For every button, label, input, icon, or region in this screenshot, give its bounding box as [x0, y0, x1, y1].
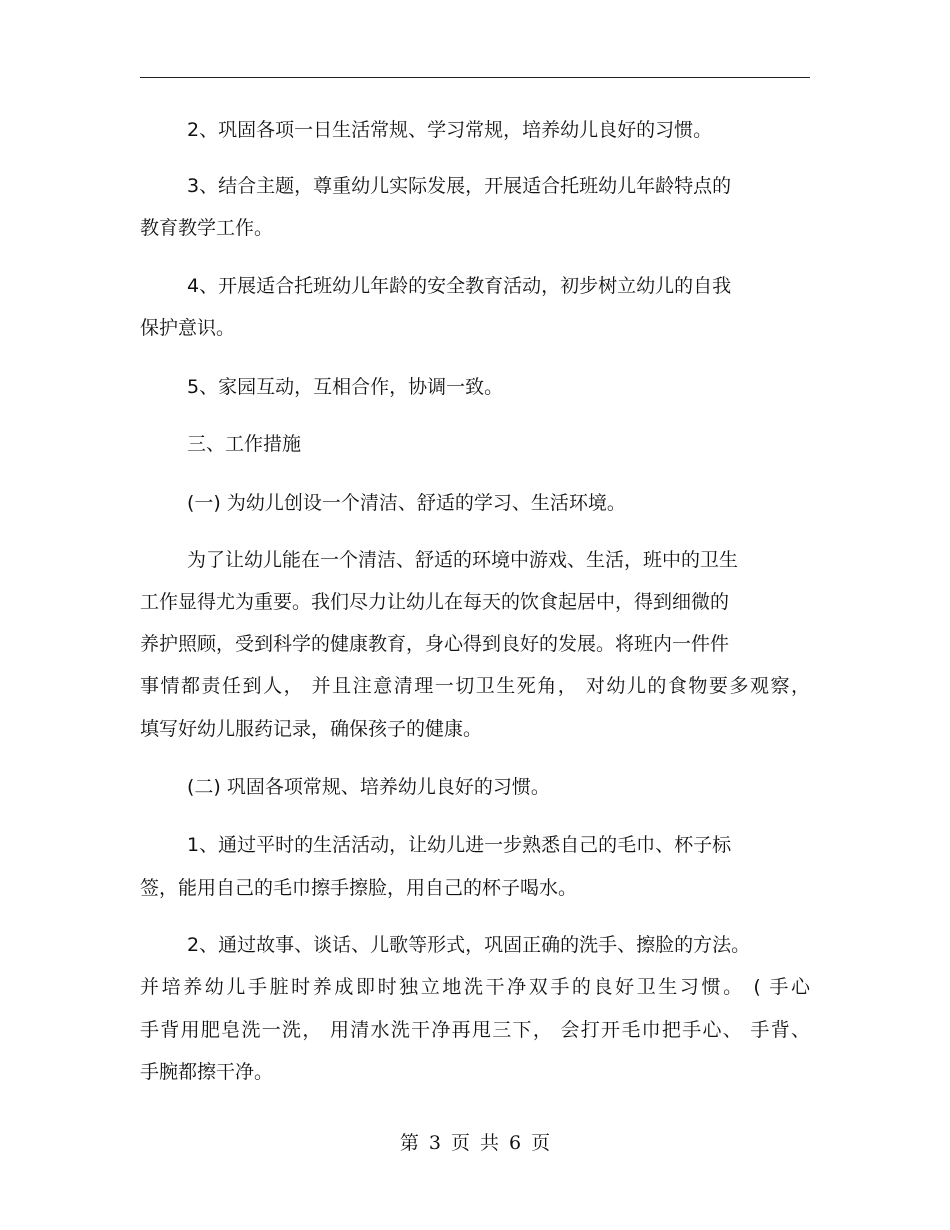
header-rule	[140, 77, 810, 78]
text-line: 为了让幼儿能在一个清洁、舒适的环境中游戏、生活，班中的卫生	[187, 549, 739, 571]
text-line: 手背用肥皂洗一洗， 用清水洗干净再甩三下， 会打开毛巾把手心、 手背、	[140, 1019, 810, 1041]
text-line: 并培养幼儿手脏时养成即时独立地洗干净双手的良好卫生习惯。 ( 手心	[140, 976, 810, 998]
text-line: 2、巩固各项一日生活常规、学习常规，培养幼儿良好的习惯。	[187, 119, 713, 141]
section-heading: 三、工作措施	[187, 433, 302, 455]
text-line: 2、通过故事、谈话、儿歌等形式，巩固正确的洗手、擦脸的方法。	[187, 934, 751, 956]
text-line: 保护意识。	[140, 317, 236, 339]
subsection-heading: (一) 为幼儿创设一个清洁、舒适的学习、生活环境。	[187, 492, 626, 514]
text-line: 填写好幼儿服药记录，确保孩子的健康。	[140, 718, 483, 740]
text-line: 签，能用自己的毛巾擦手擦脸，用自己的杯子喝水。	[140, 877, 578, 899]
subsection-heading: (二) 巩固各项常规、培养幼儿良好的习惯。	[187, 776, 550, 798]
text-line: 养护照顾，受到科学的健康教育，身心得到良好的发展。将班内一件件	[140, 633, 730, 655]
text-line: 5、家园互动，互相合作，协调一致。	[187, 376, 504, 398]
text-line: 教育教学工作。	[140, 217, 274, 239]
text-line: 工作显得尤为重要。我们尽力让幼儿在每天的饮食起居中，得到细微的	[140, 591, 730, 613]
text-line: 4、开展适合托班幼儿年龄的安全教育活动，初步树立幼儿的自我	[187, 275, 732, 297]
text-line: 1、通过平时的生活活动，让幼儿进一步熟悉自己的毛巾、杯子标	[187, 834, 732, 856]
text-line: 3、结合主题，尊重幼儿实际发展，开展适合托班幼儿年龄特点的	[187, 175, 732, 197]
text-line: 事情都责任到人， 并且注意清理一切卫生死角， 对幼儿的食物要多观察，	[140, 675, 810, 697]
text-line: 手腕都擦干净。	[140, 1061, 274, 1083]
page-number: 第 3 页 共 6 页	[399, 1132, 551, 1154]
